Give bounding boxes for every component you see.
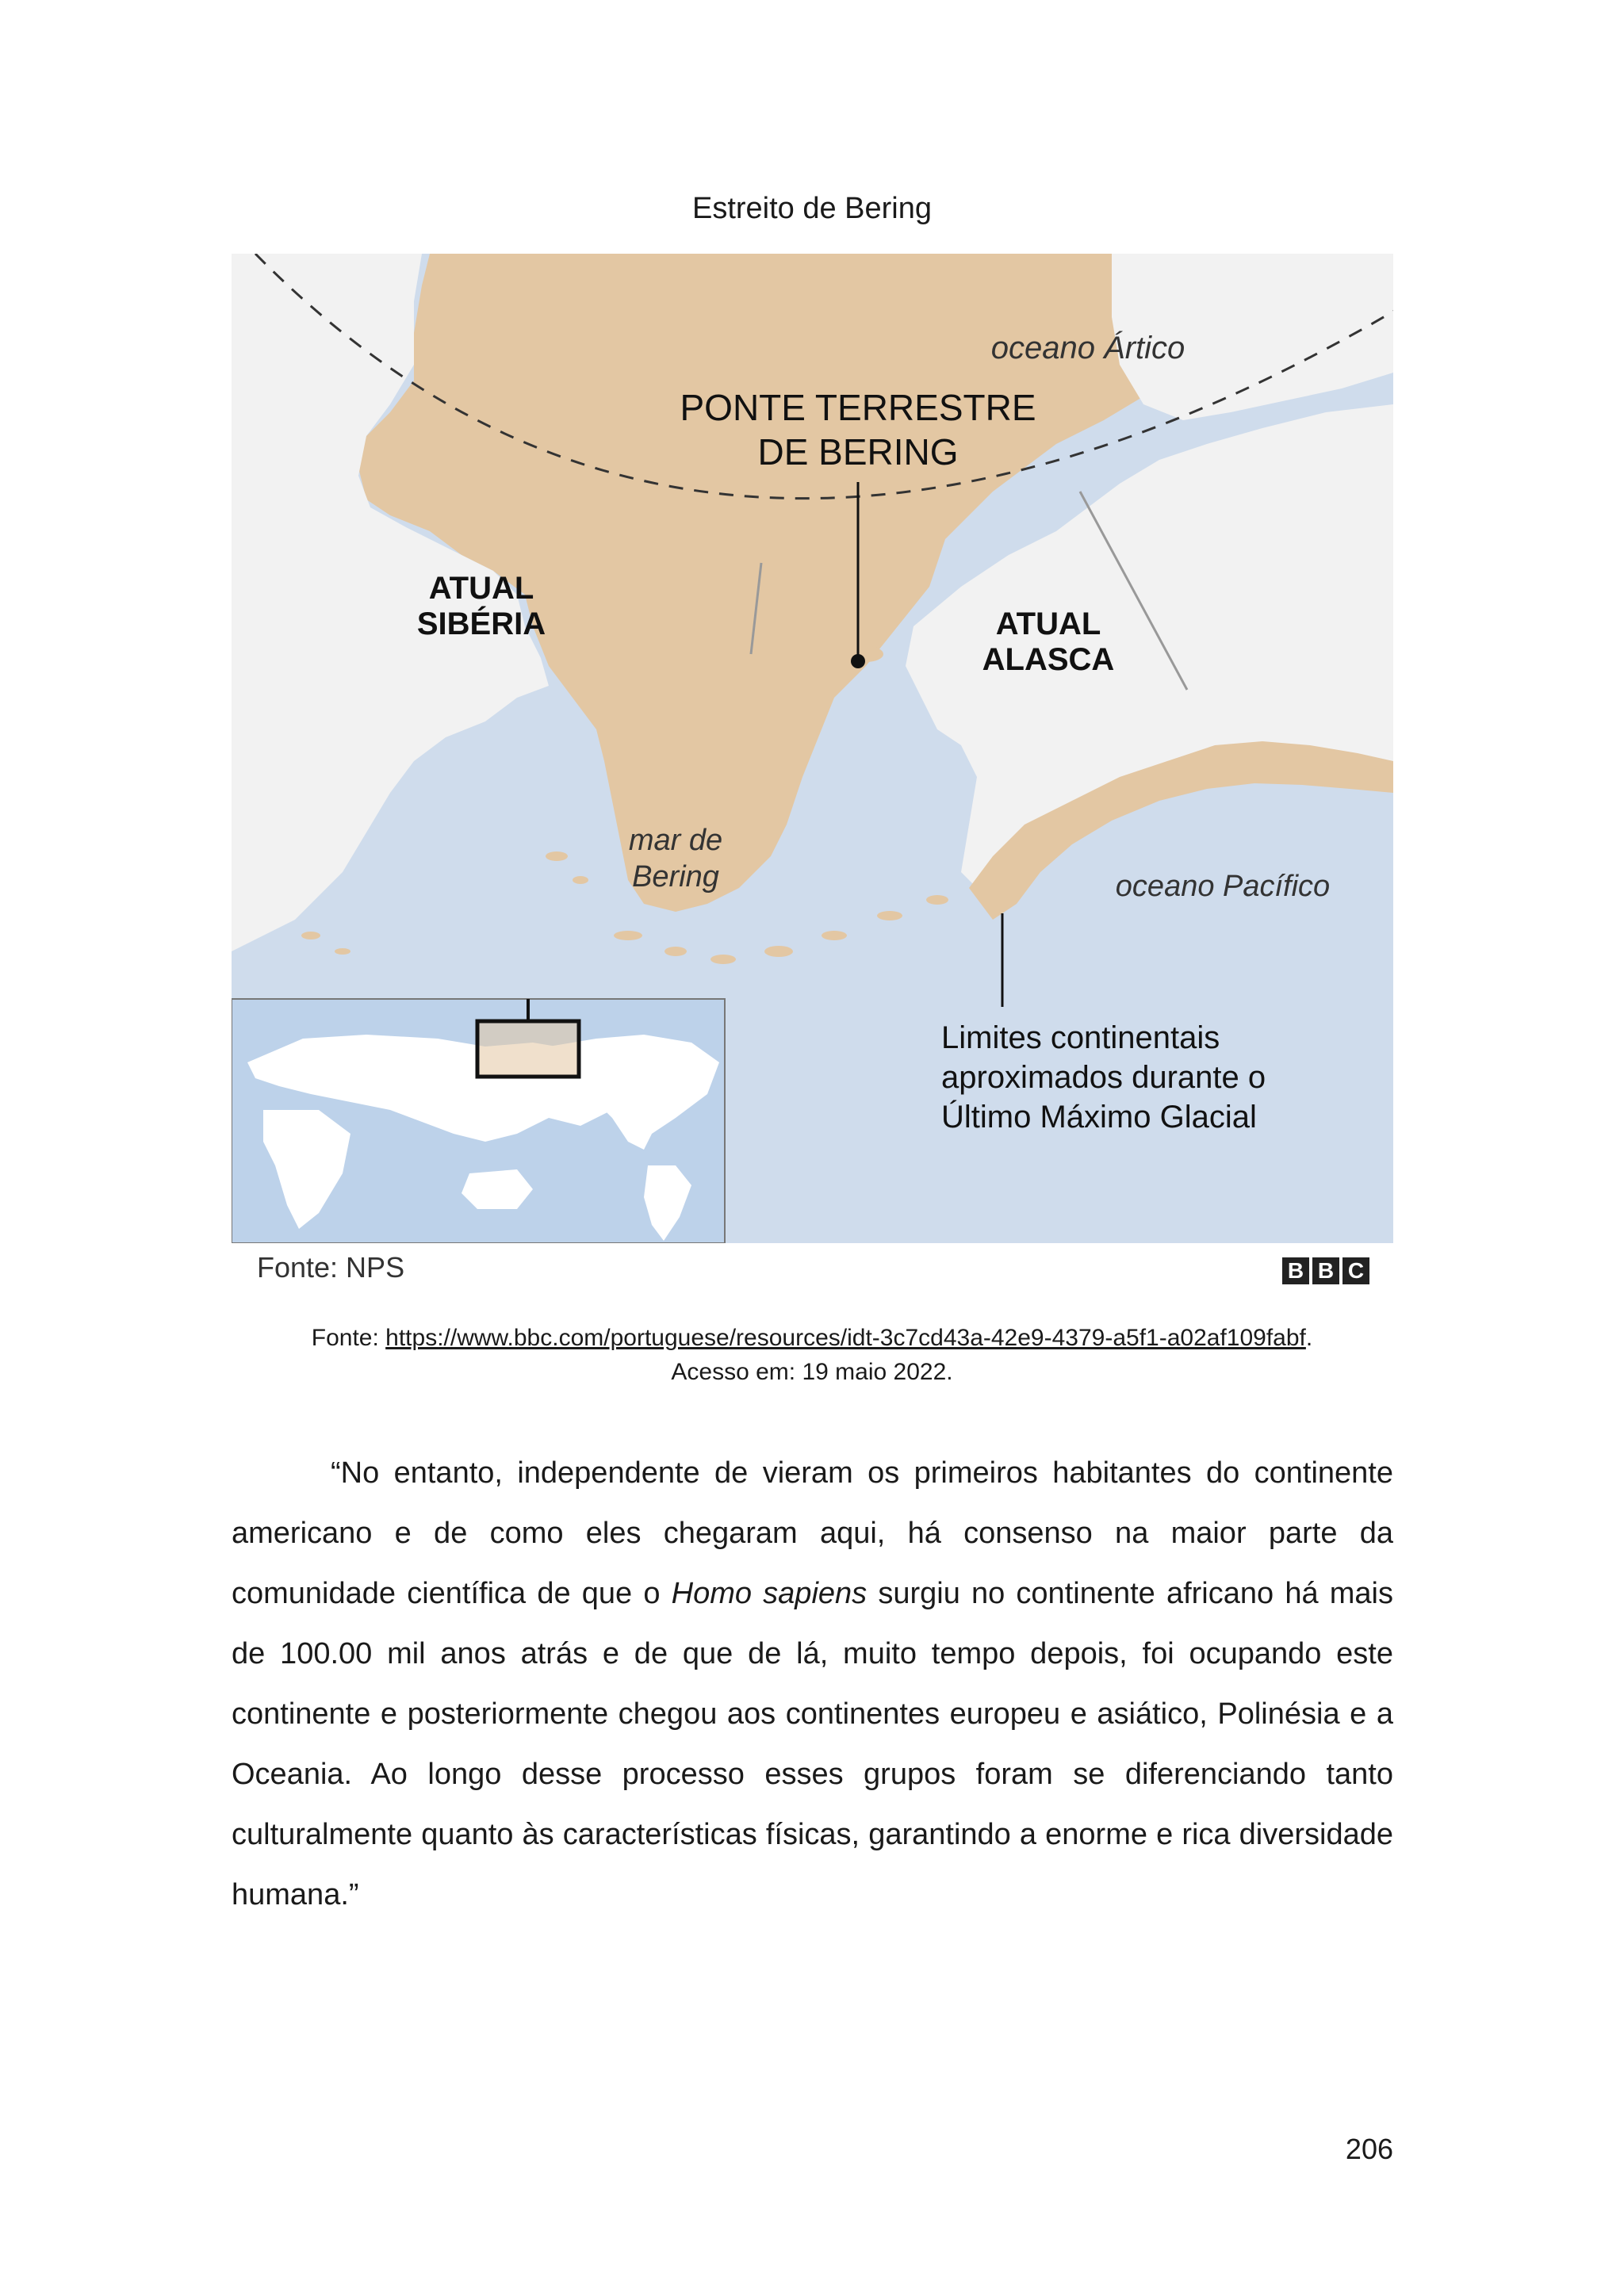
figure-source (0, 1325, 1624, 1352)
quote-paragraph (232, 1443, 1393, 1925)
map-credit: Fonte: NPS (257, 1251, 405, 1284)
source-prefix: Fonte: (311, 1325, 386, 1351)
quote-italic-term: Homo sapiens (671, 1577, 868, 1610)
figure-title: Estreito de Bering (691, 192, 933, 225)
bbc-logo (1282, 1257, 1369, 1284)
inset-locator-box (477, 1021, 579, 1077)
source-suffix: . (1305, 1325, 1313, 1351)
label-bering-sea-line1: mar de (628, 824, 723, 857)
bbc-logo-letter-2: B (1312, 1257, 1339, 1284)
bbc-logo-letter-3: C (1342, 1257, 1369, 1284)
source-access-date: Acesso em: 19 maio 2022. (671, 1359, 953, 1385)
label-bridge-line1: PONTE TERRESTRE (680, 387, 1036, 428)
bridge-marker-dot (851, 654, 865, 668)
label-limits-line3: Último Máximo Glacial (941, 1100, 1257, 1135)
label-arctic-ocean: oceano Ártico (990, 331, 1185, 365)
label-bering-sea-line2: Bering (632, 860, 719, 894)
page-number: 206 (1345, 2133, 1393, 2165)
quote-text-part1: “No entanto, independente de vieram os primeiros habitantes do continente americano e de como eles chegaram aqui, há consenso na maior parte da comunidade científica de que o (232, 1456, 1393, 1610)
label-siberia-line2: SIBÉRIA (416, 607, 546, 641)
label-limits-line1: Limites continentais (941, 1020, 1220, 1055)
quote-text-part2: surgiu no continente africano há mais de 100.00 mil anos atrás e de que de lá, muito tempo depois, foi ocupando este continente e posteriormente chegou aos continentes europeu e asiático, Polinésia e a Oceania. Ao longo desse processo esses grupos foram se diferenciando tanto culturalmente quanto às características físicas, garantindo a enorme e rica diversidade humana.” (232, 1577, 1393, 1911)
label-limits-line2: aproximados durante o (941, 1060, 1266, 1095)
label-bridge-line2: DE BERING (757, 431, 959, 473)
label-alaska-line2: ALASCA (982, 642, 1115, 677)
source-link[interactable]: https://www.bbc.com/portuguese/resources/idt-3c7cd43a-42e9-4379-a5f1-a02af109fabf (385, 1325, 1306, 1351)
bbc-logo-letter-1: B (1282, 1257, 1309, 1284)
map-footer-band (232, 1243, 1393, 1245)
label-pacific-ocean: oceano Pacífico (1115, 870, 1331, 903)
label-alaska-line1: ATUAL (995, 607, 1101, 641)
label-siberia-line1: ATUAL (428, 571, 534, 606)
inset-world-map (232, 999, 725, 1243)
bering-strait-map (232, 254, 1393, 1284)
